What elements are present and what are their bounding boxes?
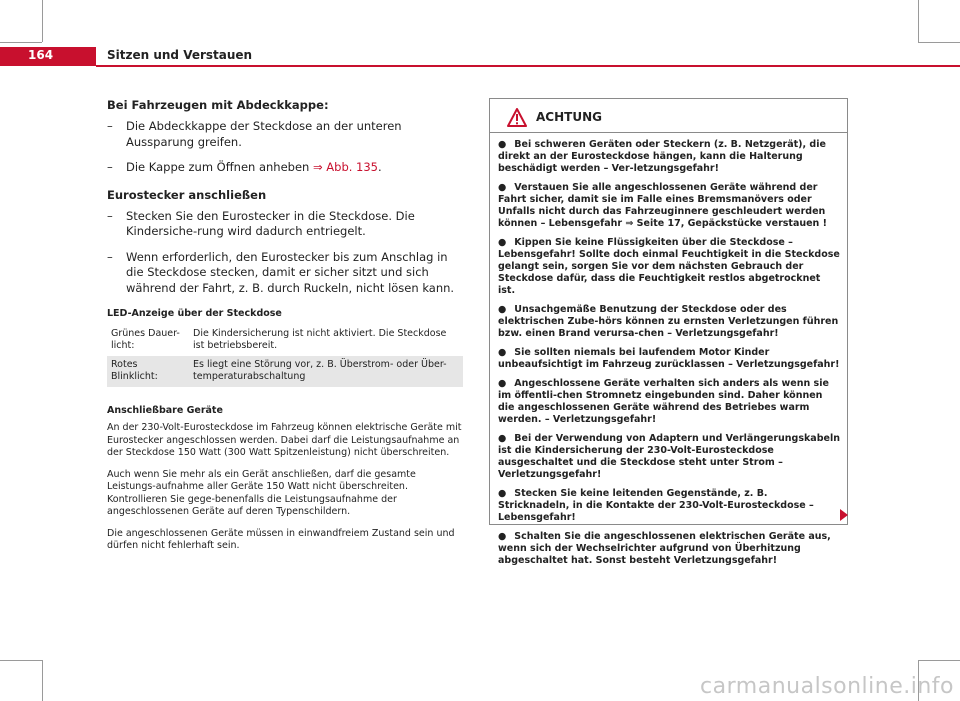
- warning-text: Verstauen Sie alle angeschlossenen Geräte während der Fahrt sicher, damit sie im Falle eines Bremsmanövers oder Unfalls nicht durch das Fahrzeuginnere geschleudert werden können – Lebensgefahr ⇒ Seite 17, Gepäckstücke verstauen !: [498, 182, 827, 229]
- crop-mark: [42, 0, 43, 42]
- crop-mark: [0, 660, 42, 661]
- watermark: carmanualsonline.info: [700, 674, 954, 699]
- step-text-end: .: [378, 160, 382, 174]
- cap-heading: Bei Fahrzeugen mit Abdeckkappe:: [107, 98, 329, 112]
- step-text: Die Abdeckkappe der Steckdose an der unteren Aussparung greifen.: [126, 119, 402, 149]
- left-column: [107, 98, 463, 562]
- warning-text: Stecken Sie keine leitenden Gegenstände, z. B. Stricknadeln, in die Kontakte der 230-Volt-Eurosteckdose – Lebensgefahr!: [498, 488, 814, 523]
- table-row: [107, 356, 463, 387]
- crop-mark: [918, 660, 960, 661]
- bullet: ●: [498, 237, 507, 248]
- warning-text: Sie sollten niemals bei laufendem Motor Kinder unbeaufsichtigt im Fahrzeug zurücklassen – Verletzungsgefahr!: [498, 347, 840, 370]
- figure-reference-link[interactable]: ⇒ Abb. 135: [312, 160, 379, 174]
- warning-item: [498, 433, 840, 481]
- led-label: Rotes Blinklicht:: [107, 356, 189, 387]
- step-text: Stecken Sie den Eurostecker in die Steckdose. Die Kindersiche-rung wird dadurch entriegelt.: [126, 208, 415, 238]
- warning-item: [498, 488, 840, 524]
- crop-mark: [918, 0, 919, 42]
- cap-step-2: [107, 160, 463, 176]
- warning-item: [498, 378, 840, 426]
- plug-step-2: [107, 250, 463, 297]
- step-dash: –: [107, 249, 113, 264]
- warning-text: Angeschlossene Geräte verhalten sich anders als wenn sie im öffentli-chen Stromnetz eingebunden sind. Daher können die angeschlossenen Geräte während des Betriebes warm werden. – Verletzungsgefahr!: [498, 378, 829, 425]
- step-dash: –: [107, 208, 113, 223]
- bullet: ●: [498, 182, 507, 193]
- warning-triangle-icon: [507, 108, 527, 127]
- bullet: ●: [498, 347, 507, 358]
- crop-mark: [42, 660, 43, 701]
- warning-item: [498, 347, 840, 371]
- warning-text: Unsachgemäße Benutzung der Steckdose oder des elektrischen Zube-hörs können zu ernsten Verletzungen führen bzw. einen Brand verursa-chen – Verletzungsgefahr!: [498, 304, 839, 339]
- warning-header: [490, 99, 847, 133]
- plug-step-1: [107, 209, 463, 240]
- warning-item: [498, 531, 840, 567]
- warning-text: Kippen Sie keine Flüssigkeiten über die Steckdose – Lebensgefahr! Sollte doch einmal Feuchtigkeit in die Steckdose gelangt sein, sorgen Sie vor dem nächsten Gebrauch der Steckdose dafür, dass die Feuchtigkeit restlos abgetrocknet ist.: [498, 237, 840, 296]
- section-title: Sitzen und Verstauen: [107, 48, 253, 62]
- warning-body: [490, 133, 847, 567]
- table-row: [107, 325, 463, 356]
- body-paragraph: An der 230-Volt-Eurosteckdose im Fahrzeug können elektrische Geräte mit Eurostecker angeschlossen werden. Dabei darf die Leistungsaufnahme an der Steckdose 150 Watt (300 Watt Spitzenleistung) nicht überschreiten.: [107, 422, 462, 458]
- step-text: Wenn erforderlich, den Eurostecker bis zum Anschlag in die Steckdose stecken, damit er sicher sitzt und sich während der Fahrt, z. B. durch Ruckeln, nicht lösen kann.: [126, 249, 455, 295]
- cap-step-1: [107, 119, 463, 150]
- header-rule: [96, 65, 960, 67]
- bullet: ●: [498, 488, 507, 499]
- step-dash: –: [107, 160, 113, 174]
- bullet: ●: [498, 531, 507, 542]
- led-description: Die Kindersicherung ist nicht aktiviert. Die Steckdose ist betriebsbereit.: [193, 328, 447, 351]
- led-table: [107, 325, 463, 387]
- crop-mark: [918, 42, 960, 43]
- step-dash: –: [107, 119, 113, 133]
- warning-item: [498, 304, 840, 340]
- warning-text: Schalten Sie die angeschlossenen elektrischen Geräte aus, wenn sich der Wechselrichter aufgrund von Überhitzung abgeschaltet hat. Sonst besteht Verletzungsgefahr!: [498, 531, 831, 566]
- led-description: Es liegt eine Störung vor, z. B. Überstrom- oder Über-temperaturabschaltung: [189, 356, 463, 387]
- bullet: ●: [498, 378, 507, 389]
- body-paragraph: Auch wenn Sie mehr als ein Gerät anschließen, darf die gesamte Leistungs-aufnahme aller Geräte 150 Watt nicht überschreiten. Kontrollieren Sie gege-benenfalls die Leistungsaufnahme der angeschlossenen Geräte auf deren Typenschildern.: [107, 468, 416, 517]
- page-number: 164: [28, 48, 54, 62]
- warning-text: Bei der Verwendung von Adaptern und Verlängerungskabeln ist die Kindersicherung der 230-Volt-Eurosteckdose ausgeschaltet und die Steckdose steht unter Strom – Verletzungsgefahr!: [498, 433, 840, 480]
- led-heading: LED-Anzeige über der Steckdose: [107, 308, 282, 319]
- bullet: ●: [498, 139, 507, 150]
- warning-box: [489, 98, 848, 566]
- led-label: Grünes Dauer-licht:: [111, 328, 180, 351]
- warning-item: [498, 139, 840, 175]
- bullet: ●: [498, 433, 507, 444]
- warning-title: ACHTUNG: [536, 110, 602, 124]
- crop-mark: [0, 42, 42, 43]
- warning-item: [498, 182, 840, 230]
- step-text: Die Kappe zum Öffnen anheben: [126, 160, 313, 174]
- devices-heading: Anschließbare Geräte: [107, 405, 223, 416]
- continue-arrow-icon: [840, 509, 848, 521]
- bullet: ●: [498, 304, 507, 315]
- body-paragraph: Die angeschlossenen Geräte müssen in einwandfreiem Zustand sein und dürfen nicht fehlerhaft sein.: [107, 527, 455, 551]
- plug-heading: Eurostecker anschließen: [107, 187, 267, 202]
- warning-text: Bei schweren Geräten oder Steckern (z. B. Netzgerät), die direkt an der Eurosteckdose hängen, kann die Halterung beschädigt werden – Ver-letzungsgefahr!: [498, 139, 826, 174]
- warning-item: [498, 237, 840, 297]
